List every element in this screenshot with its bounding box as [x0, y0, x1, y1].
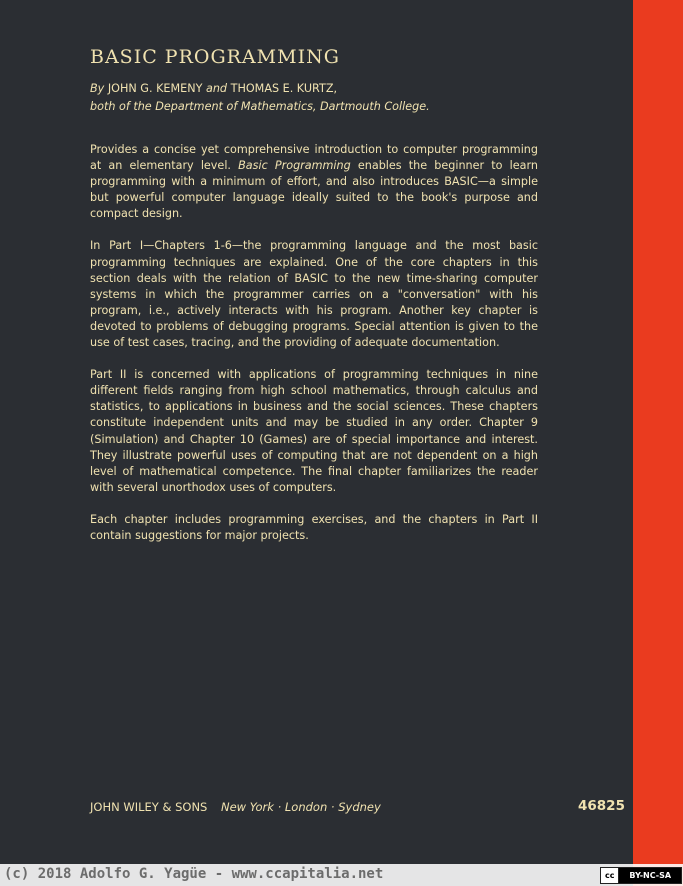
paragraph-1-end: enables the beginner to learn programming with a minimum of effort, and also introduces BASIC—a simple but powerful computer language ideally suited to the book's purpose and compact design. [90, 159, 538, 221]
paragraph-1 [90, 142, 538, 222]
author-line [90, 80, 550, 98]
affiliation-text: both of the Department of Mathematics, Dartmouth College. [90, 100, 430, 113]
publisher-line [90, 800, 381, 814]
watermark-bar [0, 864, 683, 886]
paragraph-3: Part II is concerned with applications of programming techniques in nine different fields ranging from high school mathematics, through calculus and statistics, to applications in business and the social sciences. These chapters constitute independent units and may be studied in any order. Chapter 9 (Simulation) and Chapter 10 (Games) are of special importance and interest. They illustrate powerful uses of computing that are not dependent on a high level of mathematical competence. The final chapter familiarizes the reader with several unorthodox uses of computers. [90, 368, 538, 494]
publisher-name: JOHN WILEY & SONS [90, 800, 208, 814]
author-1: JOHN G. KEMENY [107, 82, 203, 95]
author-2: THOMAS E. KURTZ, [230, 82, 338, 95]
book-title: BASIC PROGRAMMING [90, 46, 340, 68]
publisher-cities: New York · London · Sydney [221, 800, 381, 814]
license-label: BY-NC-SA [619, 868, 681, 883]
paragraph-4: Each chapter includes programming exercises, and the chapters in Part II contain suggestions for major projects. [90, 512, 538, 542]
cc-icon: cc [601, 868, 619, 883]
description-body [90, 142, 538, 560]
watermark-text: (c) 2018 Adolfo G. Yagüe - www.ccapitalia.net [4, 866, 384, 882]
paragraph-2: In Part I—Chapters 1-6—the programming language and the most basic programming techniques are explained. One of the core chapters in this section deals with the relation of BASIC to the new time-sharing computer systems in which the programmer carries on a "conversation" with his program, i.e., actively interacts with his program. Another key chapter is devoted to problems of debugging programs. Special attention is given to the use of test cases, tracing, and the providing of adequate documentation. [90, 239, 538, 350]
paragraph-1-book-name: Basic Programming [238, 159, 351, 173]
catalog-number: 46825 [578, 798, 625, 814]
affiliation [90, 98, 550, 116]
paragraph-1-start: Provides a concise yet comprehensive introduction to computer programming at an elementary level. [90, 143, 538, 173]
by-label: By [90, 82, 105, 95]
cc-license-badge[interactable] [600, 867, 682, 884]
and-label: and [205, 82, 228, 95]
red-spine-strip [633, 0, 683, 886]
author-block [90, 80, 550, 116]
